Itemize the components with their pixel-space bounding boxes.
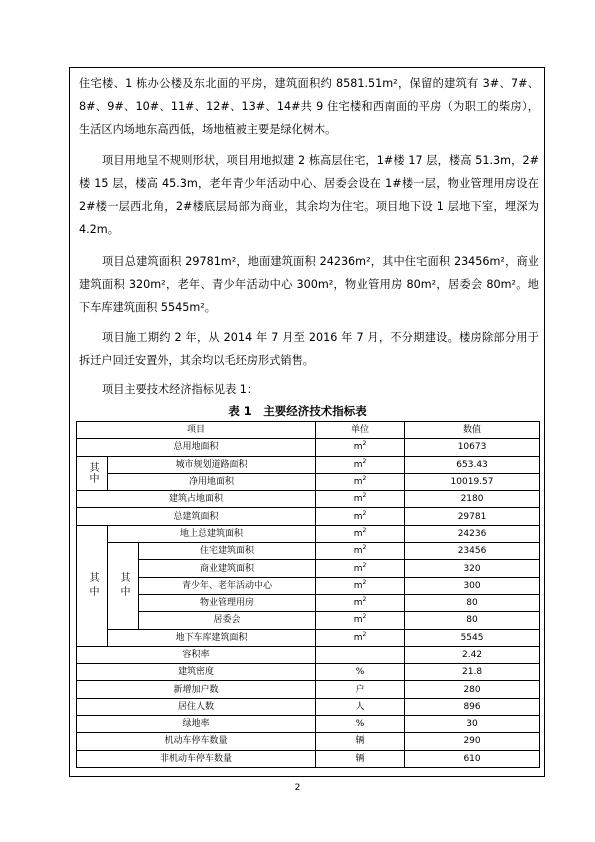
table-row — [77, 577, 540, 594]
row-value: 280 — [405, 681, 540, 698]
row-unit: $m^2$ — [316, 508, 405, 525]
row-label: 容积率 — [77, 646, 316, 663]
row-value: 10019.57 — [405, 473, 540, 490]
table-row — [77, 664, 540, 681]
row-unit: % — [316, 664, 405, 681]
row-unit: % — [316, 716, 405, 733]
table-row — [77, 716, 540, 733]
row-label: 机动车停车数量 — [77, 733, 316, 750]
table-row — [77, 750, 540, 767]
row-value: 29781 — [405, 508, 540, 525]
row-value: 610 — [405, 750, 540, 767]
table-row — [77, 646, 540, 663]
row-unit: 辆 — [316, 733, 405, 750]
row-value: 10673 — [405, 439, 540, 456]
row-label: 地上总建筑面积 — [108, 525, 316, 542]
row-unit: $m^2$ — [316, 560, 405, 577]
row-label: 净用地面积 — [108, 473, 316, 490]
table-row — [77, 508, 540, 525]
paragraph-5: 项目主要技术经济指标见表 1： — [102, 383, 259, 396]
table-row — [77, 525, 540, 542]
table-row — [77, 439, 540, 456]
row-unit: $m^2$ — [316, 629, 405, 646]
table-row — [77, 491, 540, 508]
row-value: 290 — [405, 733, 540, 750]
paragraph-2: 项目用地呈不规则形状，项目用地拟建 2 栋高层住宅，1#楼 17 层，楼高 51.3m，2#楼 15 层，楼高 45.3m，老年青少年活动中心、居委会设在 1#楼一层，物业管理用房设在 2#楼一层西北角，2#楼底层局部为商业，其余均为住宅。项目地下设 1 层地下室，埋深为 4.2m。 — [79, 154, 539, 236]
table-header-row — [77, 422, 540, 439]
row-unit: 人 — [316, 698, 405, 715]
header-value: 数值 — [405, 422, 540, 439]
table-row — [77, 681, 540, 698]
row-value: 300 — [405, 577, 540, 594]
table-row — [77, 543, 540, 560]
table-row — [77, 473, 540, 490]
row-label: 青少年、老年活动中心 — [139, 577, 316, 594]
row-value: 320 — [405, 560, 540, 577]
indicator-table — [76, 421, 540, 768]
table-row — [77, 733, 540, 750]
table-row — [77, 560, 540, 577]
row-unit: $m^2$ — [316, 473, 405, 490]
group-label: 其中 — [77, 525, 108, 646]
group-label: 其中 — [108, 543, 139, 629]
row-label: 城市规划道路面积 — [108, 456, 316, 473]
table-caption: 表 1 主要经济技术指标表 — [228, 404, 367, 418]
row-unit: $m^2$ — [316, 456, 405, 473]
row-unit: $m^2$ — [316, 439, 405, 456]
table-row — [77, 698, 540, 715]
row-unit: 辆 — [316, 750, 405, 767]
row-value: 653.43 — [405, 456, 540, 473]
table-row — [77, 612, 540, 629]
row-label: 绿地率 — [77, 716, 316, 733]
row-label: 居住人数 — [77, 698, 316, 715]
page-number: 2 — [294, 783, 301, 793]
row-label: 物业管理用房 — [139, 594, 316, 611]
row-value: 24236 — [405, 525, 540, 542]
row-unit: $m^2$ — [316, 491, 405, 508]
paragraph-3: 项目总建筑面积 29781m²，地面建筑面积 24236m²，其中住宅面积 23456m²，商业建筑面积 320m²，老年、青少年活动中心 300m²，物业管用房 80m²，居委会 80m²。地下车库建筑面积 5545m²。 — [79, 255, 539, 314]
row-label: 新增加户数 — [77, 681, 316, 698]
row-label: 总用地面积 — [77, 439, 316, 456]
row-value: 2180 — [405, 491, 540, 508]
row-unit: $m^2$ — [316, 612, 405, 629]
row-label: 建筑密度 — [77, 664, 316, 681]
table-row — [77, 456, 540, 473]
row-value: 80 — [405, 612, 540, 629]
row-value: 896 — [405, 698, 540, 715]
row-value: 21.8 — [405, 664, 540, 681]
row-value: 2.42 — [405, 646, 540, 663]
row-label: 居委会 — [139, 612, 316, 629]
row-unit: $m^2$ — [316, 525, 405, 542]
row-unit: $m^2$ — [316, 543, 405, 560]
row-value: 23456 — [405, 543, 540, 560]
row-label: 建筑占地面积 — [77, 491, 316, 508]
paragraph-1: 住宅楼、1 栋办公楼及东北面的平房，建筑面积约 8581.51m²，保留的建筑有 3#、7#、8#、9#、10#、11#、12#、13#、14#共 9 住宅楼和西南面的平房（为职工的柴房），生活区内场地东高西低，场地植被主要是绿化树木。 — [79, 77, 539, 136]
row-unit: 户 — [316, 681, 405, 698]
row-value: 80 — [405, 594, 540, 611]
row-value: 5545 — [405, 629, 540, 646]
table-row — [77, 594, 540, 611]
row-unit — [316, 646, 405, 663]
header-item: 项目 — [77, 422, 316, 439]
row-unit: $m^2$ — [316, 577, 405, 594]
header-unit: 单位 — [316, 422, 405, 439]
row-value: 30 — [405, 716, 540, 733]
group-label: 其中 — [77, 456, 108, 491]
row-label: 非机动车停车数量 — [77, 750, 316, 767]
row-label: 商业建筑面积 — [139, 560, 316, 577]
row-label: 总建筑面积 — [77, 508, 316, 525]
row-label: 住宅建筑面积 — [139, 543, 316, 560]
row-label: 地下车库建筑面积 — [108, 629, 316, 646]
row-unit: $m^2$ — [316, 594, 405, 611]
table-row — [77, 629, 540, 646]
paragraph-4: 项目施工期约 2 年，从 2014 年 7 月至 2016 年 7 月，不分期建设。楼房除部分用于拆迁户回迁安置外，其余均以毛坯房形式销售。 — [79, 331, 539, 367]
